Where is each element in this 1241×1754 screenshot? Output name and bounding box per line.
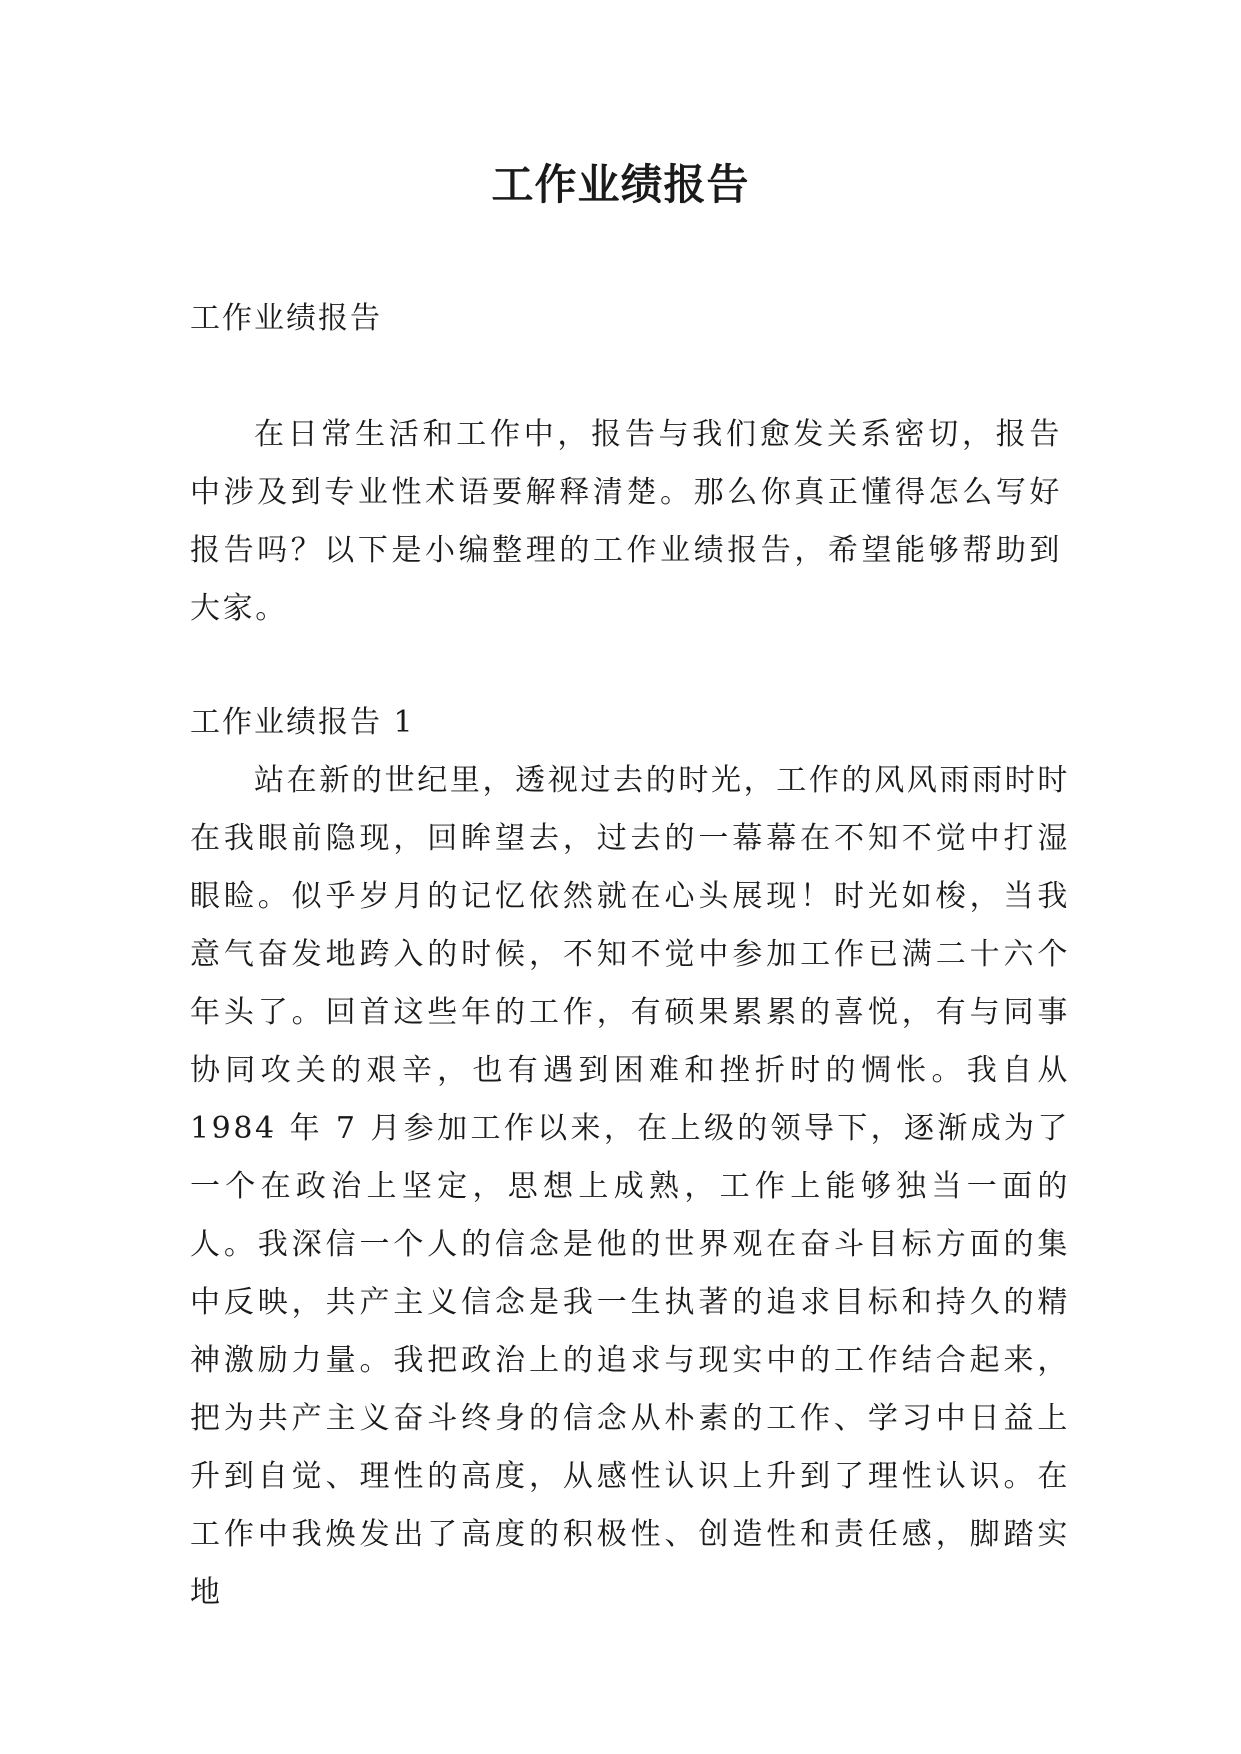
- document-subtitle: 工作业绩报告: [190, 301, 382, 336]
- section-heading: 工作业绩报告 1: [190, 705, 415, 740]
- intro-paragraph: 在日常生活和工作中，报告与我们愈发关系密切，报告中涉及到专业性术语要解释清楚。那么你真正懂得怎么写好报告吗？以下是小编整理的工作业绩报告，希望能够帮助到大家。: [190, 417, 1062, 626]
- document-title: 工作业绩报告: [491, 160, 750, 209]
- section-body-paragraph: 站在新的世纪里，透视过去的时光，工作的风风雨雨时时在我眼前隐现，回眸望去，过去的一幕幕在不知不觉中打湿眼睑。似乎岁月的记忆依然就在心头展现！时光如梭，当我意气奋发地跨入的时候，不知不觉中参加工作已满二十六个年头了。回首这些年的工作，有硕果累累的喜悦，有与同事协同攻关的艰辛，也有遇到困难和挫折时的惆怅。我自从 1984 年 7 月参加工作以来，在上级的领导下，逐渐成为了一个在政治上坚定，思想上成熟，工作上能够独当一面的人。我深信一个人的信念是他的世界观在奋斗目标方面的集中反映，共产主义信念是我一生执著的追求目标和持久的精神激励力量。我把政治上的追求与现实中的工作结合起来，把为共产主义奋斗终身的信念从朴素的工作、学习中日益上升到自觉、理性的高度，从感性认识上升到了理性认识。在工作中我焕发出了高度的积极性、创造性和责任感，脚踏实地: [190, 763, 1070, 1610]
